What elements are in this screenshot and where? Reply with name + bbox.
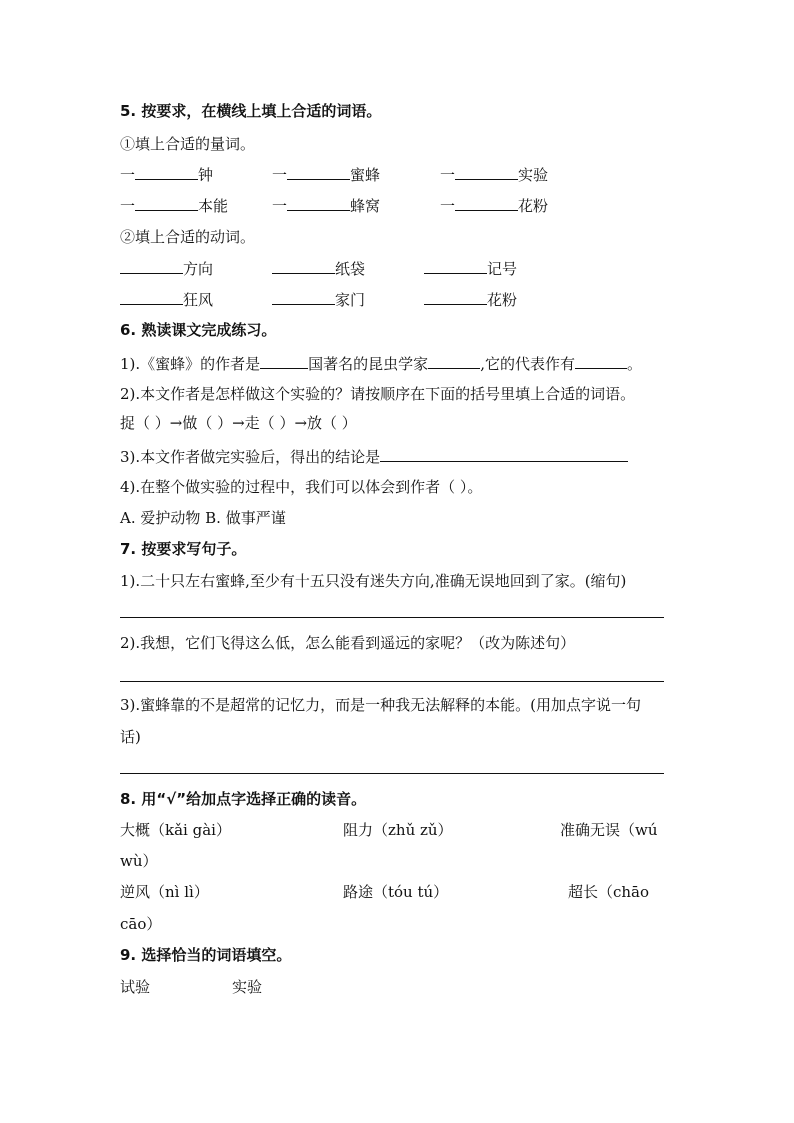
q5-v1: 方向 <box>183 260 214 278</box>
blank[interactable] <box>120 289 183 305</box>
q7-sentence-3b: 话) <box>120 728 141 746</box>
q8-item-f: 超长（chāo <box>568 883 650 901</box>
q5-p3: 一 <box>272 166 288 184</box>
blank[interactable] <box>287 164 350 180</box>
q6-line-5: 4).在整个做实验的过程中，我们可以体会到作者（ ）。 <box>120 478 483 496</box>
q8-item-d: 逆风（nì lì） <box>120 883 209 901</box>
q5-p11: 一 <box>440 197 456 215</box>
blank[interactable] <box>272 258 335 274</box>
q5-title: 5. 按要求，在横线上填上合适的词语。 <box>120 102 382 120</box>
q9-word-2: 实验 <box>232 978 263 996</box>
q8-item-c: 准确无误（wú <box>560 821 658 839</box>
q6-line-1 <box>120 353 642 374</box>
q5-p8: 本能 <box>198 197 229 215</box>
q6-l1c: ,它的代表作有 <box>480 355 575 373</box>
q6-line-6: A. 爱护动物 B. 做事严谨 <box>120 509 286 527</box>
q6-line-3: 捉（ ）→做（ ）→走（ ）→放（ ） <box>120 414 357 432</box>
blank[interactable] <box>135 195 198 211</box>
q9-word-1: 试验 <box>120 978 151 996</box>
q6-line-4 <box>120 446 628 467</box>
blank[interactable] <box>575 353 627 369</box>
q7-title: 7. 按要求写句子。 <box>120 540 247 558</box>
q5-v5: 家门 <box>335 291 366 309</box>
q7-sentence-1: 1).二十只左右蜜蜂,至少有十五只没有迷失方向,准确无误地回到了家。(缩句) <box>120 572 627 590</box>
q8-item-e: 路途（tóu tú） <box>343 883 449 901</box>
q5-v2: 纸袋 <box>335 260 366 278</box>
q7-sentence-2: 2).我想，它们飞得这么低，怎么能看到遥远的家呢？（改为陈述句） <box>120 634 576 652</box>
q5-p10: 蜂窝 <box>350 197 381 215</box>
q5-item-2 <box>272 164 380 185</box>
answer-line[interactable] <box>380 446 628 462</box>
q5-p5: 一 <box>440 166 456 184</box>
q5-verb-6 <box>424 289 517 310</box>
q5-p1: 一 <box>120 166 136 184</box>
answer-line[interactable] <box>120 681 664 682</box>
q6-title: 6. 熟读课文完成练习。 <box>120 321 277 339</box>
q5-item-1 <box>120 164 213 185</box>
q5-p12: 花粉 <box>518 197 549 215</box>
q5-p9: 一 <box>272 197 288 215</box>
q5-sub2: ②填上合适的动词。 <box>120 228 256 246</box>
q5-item-5 <box>272 195 380 216</box>
blank[interactable] <box>135 164 198 180</box>
q8-title: 8. 用“√”给加点字选择正确的读音。 <box>120 790 367 808</box>
q5-item-3 <box>440 164 548 185</box>
blank[interactable] <box>424 289 487 305</box>
q5-sub1: ①填上合适的量词。 <box>120 135 256 153</box>
q5-v6: 花粉 <box>487 291 518 309</box>
q6-l4: 3).本文作者做完实验后，得出的结论是 <box>120 448 381 466</box>
q5-verb-4 <box>120 289 213 310</box>
q5-p4: 蜜蜂 <box>350 166 381 184</box>
q9-title: 9. 选择恰当的词语填空。 <box>120 946 292 964</box>
q5-p7: 一 <box>120 197 136 215</box>
q5-verb-1 <box>120 258 213 279</box>
q5-v3: 记号 <box>487 260 518 278</box>
answer-line[interactable] <box>120 773 664 774</box>
blank[interactable] <box>455 164 518 180</box>
q6-line-2: 2).本文作者是怎样做这个实验的？请按顺序在下面的括号里填上合适的词语。 <box>120 385 636 403</box>
q5-verb-3 <box>424 258 517 279</box>
q5-v4: 狂风 <box>183 291 214 309</box>
q5-item-6 <box>440 195 548 216</box>
answer-line[interactable] <box>120 617 664 618</box>
blank[interactable] <box>260 353 308 369</box>
blank[interactable] <box>428 353 480 369</box>
q8-item-a: 大概（kǎi gài） <box>120 821 231 839</box>
q5-verb-5 <box>272 289 365 310</box>
q8-item-b: 阻力（zhǔ zǔ） <box>343 821 453 839</box>
blank[interactable] <box>455 195 518 211</box>
q7-sentence-3a: 3).蜜蜂靠的不是超常的记忆力，而是一种我无法解释的本能。(用加点字说一句 <box>120 696 642 714</box>
blank[interactable] <box>287 195 350 211</box>
q5-p6: 实验 <box>518 166 549 184</box>
q5-item-4 <box>120 195 228 216</box>
q8-item-f-cont: cāo） <box>120 915 162 933</box>
blank[interactable] <box>424 258 487 274</box>
blank[interactable] <box>120 258 183 274</box>
q5-verb-2 <box>272 258 365 279</box>
q6-l1d: 。 <box>626 355 642 373</box>
q6-l1a: 1).《蜜蜂》的作者是 <box>120 355 261 373</box>
q8-item-c-cont: wù） <box>120 852 158 870</box>
blank[interactable] <box>272 289 335 305</box>
q5-p2: 钟 <box>198 166 214 184</box>
q6-l1b: 国著名的昆虫学家 <box>308 355 429 373</box>
